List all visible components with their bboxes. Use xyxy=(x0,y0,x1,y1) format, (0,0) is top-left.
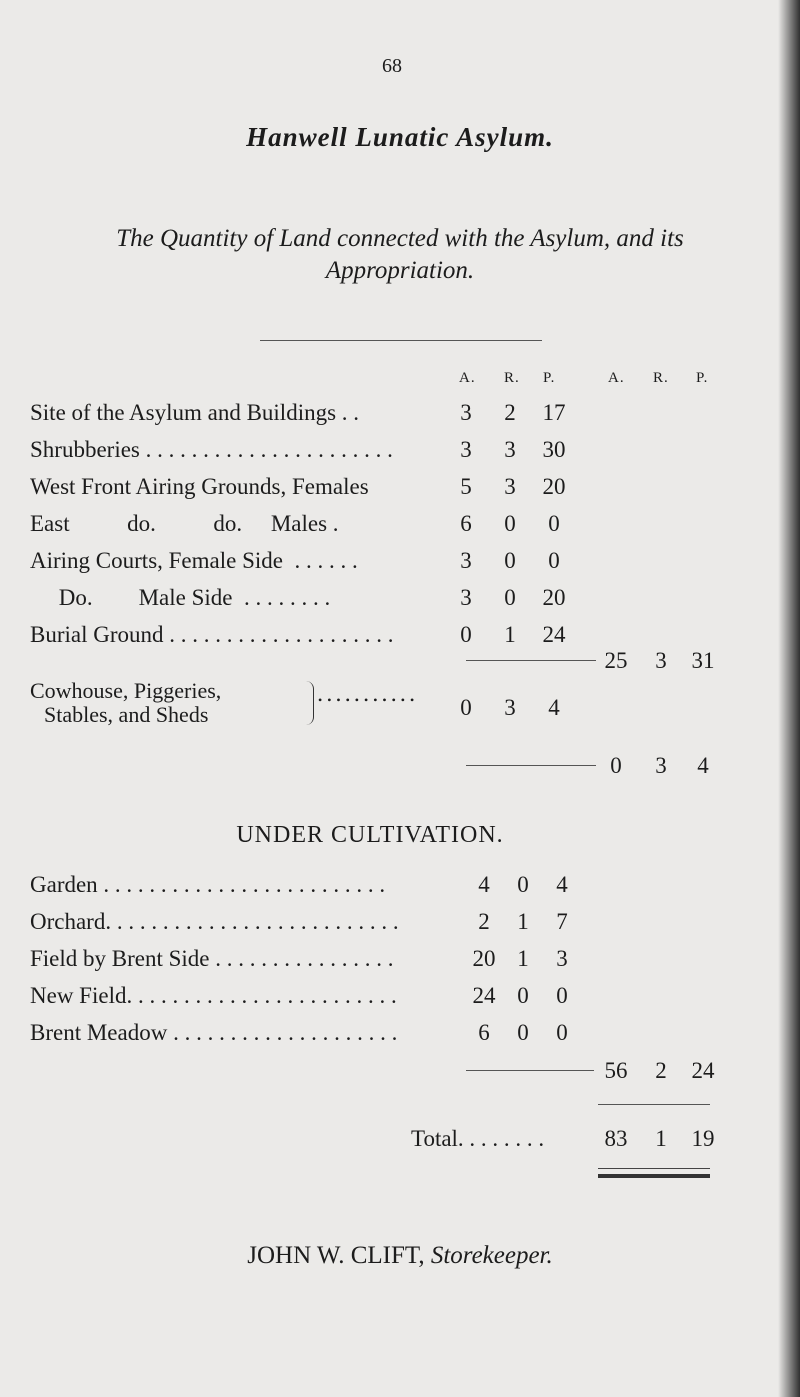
brace-bracket xyxy=(305,681,314,725)
value-roods: 3 xyxy=(504,695,516,720)
value-acres: 2 xyxy=(478,909,490,934)
value-roods: 0 xyxy=(517,983,529,1008)
value-roods: 0 xyxy=(517,1020,529,1045)
value-roods: 2 xyxy=(504,400,516,425)
header-perches-1: P. xyxy=(543,370,556,386)
value-acres: 6 xyxy=(478,1020,490,1045)
value-roods: 0 xyxy=(504,585,516,610)
double-rule-top xyxy=(598,1168,710,1169)
value-acres: 0 xyxy=(460,695,472,720)
header-roods-1: R. xyxy=(504,370,520,386)
value-perches: 4 xyxy=(556,872,568,897)
subtotal-acres: 56 xyxy=(604,1058,628,1083)
value-perches: 3 xyxy=(556,946,568,971)
page-heading: Hanwell Lunatic Asylum. xyxy=(246,122,554,152)
row-label: Garden . . . . . . . . . . . . . . . . . . . . . . . . . xyxy=(30,872,386,897)
row-label: Shrubberies . . . . . . . . . . . . . . . . . . . . . . xyxy=(30,437,393,462)
subtotal-perches: 24 xyxy=(691,1058,715,1083)
subtotal-roods: 2 xyxy=(655,1058,667,1083)
value-acres: 5 xyxy=(460,474,472,499)
value-acres: 20 xyxy=(472,946,496,971)
subtitle-line-1: The Quantity of Land connected with the Asylum, and its xyxy=(116,225,684,252)
total-roods: 1 xyxy=(655,1126,667,1151)
total-acres: 83 xyxy=(604,1126,628,1151)
value-roods: 0 xyxy=(517,872,529,897)
subtotal-rule xyxy=(466,765,596,766)
subtotal-rule xyxy=(466,660,596,661)
value-perches: 20 xyxy=(542,585,566,610)
row-label: Do. Male Side . . . . . . . . xyxy=(30,585,331,610)
header-roods-2: R. xyxy=(653,370,669,386)
total-rule xyxy=(598,1104,710,1105)
value-acres: 3 xyxy=(460,585,472,610)
value-perches: 4 xyxy=(548,695,560,720)
value-perches: 17 xyxy=(542,400,566,425)
row-label: Brent Meadow . . . . . . . . . . . . . . . . . . . . xyxy=(30,1020,398,1045)
row-label: Site of the Asylum and Buildings . . xyxy=(30,400,360,425)
row-label: West Front Airing Grounds, Females xyxy=(30,474,369,499)
value-roods: 1 xyxy=(517,909,529,934)
row-label: Airing Courts, Female Side . . . . . . xyxy=(30,548,358,573)
double-rule-bottom xyxy=(598,1174,710,1178)
header-acres-2: A. xyxy=(608,370,625,386)
value-roods: 0 xyxy=(504,548,516,573)
value-perches: 0 xyxy=(548,511,560,536)
value-acres: 0 xyxy=(460,622,472,647)
cowhouse-label-line-1: Cowhouse, Piggeries, xyxy=(30,678,222,703)
subtotal-perches: 4 xyxy=(697,753,709,778)
header-acres-1: A. xyxy=(459,370,476,386)
value-acres: 6 xyxy=(460,511,472,536)
value-perches: 7 xyxy=(556,909,568,934)
value-perches: 0 xyxy=(548,548,560,573)
signature xyxy=(0,1242,800,1270)
subtotal-perches: 31 xyxy=(691,648,715,673)
value-perches: 30 xyxy=(542,437,566,462)
subtotal-acres: 25 xyxy=(604,648,628,673)
total-perches: 19 xyxy=(691,1126,715,1151)
row-label: New Field. . . . . . . . . . . . . . . . . . . . . . . . xyxy=(30,983,397,1008)
signature-title: Storekeeper. xyxy=(430,1242,553,1269)
section-heading: UNDER CULTIVATION. xyxy=(236,822,504,848)
value-roods: 1 xyxy=(517,946,529,971)
value-acres: 3 xyxy=(460,548,472,573)
value-perches: 20 xyxy=(542,474,566,499)
page-edge-shadow xyxy=(778,0,800,1397)
signature-name: JOHN W. CLIFT, xyxy=(247,1242,425,1269)
header-perches-2: P. xyxy=(696,370,709,386)
subtotal-rule xyxy=(466,1070,594,1071)
value-acres: 4 xyxy=(478,872,490,897)
row-label: East do. do. Males . xyxy=(30,511,339,536)
page-number: 68 xyxy=(382,55,402,77)
total-label: Total. . . . . . . . xyxy=(411,1126,545,1151)
value-roods: 1 xyxy=(504,622,516,647)
title-divider xyxy=(260,340,542,341)
value-acres: 3 xyxy=(460,400,472,425)
subtotal-roods: 3 xyxy=(655,753,667,778)
value-roods: 0 xyxy=(504,511,516,536)
value-perches: 0 xyxy=(556,1020,568,1045)
value-acres: 24 xyxy=(472,983,496,1008)
value-acres: 3 xyxy=(460,437,472,462)
leader-dots: • • • • • • • • • • • xyxy=(318,693,416,707)
row-label: Burial Ground . . . . . . . . . . . . . . . . . . . . xyxy=(30,622,394,647)
value-perches: 0 xyxy=(556,983,568,1008)
value-roods: 3 xyxy=(504,474,516,499)
subtitle-line-2: Appropriation. xyxy=(325,257,475,284)
row-label: Orchard. . . . . . . . . . . . . . . . . . . . . . . . . . xyxy=(30,909,399,934)
row-label: Field by Brent Side . . . . . . . . . . . . . . . . xyxy=(30,946,394,971)
value-perches: 24 xyxy=(542,622,566,647)
subtotal-acres: 0 xyxy=(610,753,622,778)
cowhouse-label-line-2: Stables, and Sheds xyxy=(44,702,209,727)
subtotal-roods: 3 xyxy=(655,648,667,673)
value-roods: 3 xyxy=(504,437,516,462)
